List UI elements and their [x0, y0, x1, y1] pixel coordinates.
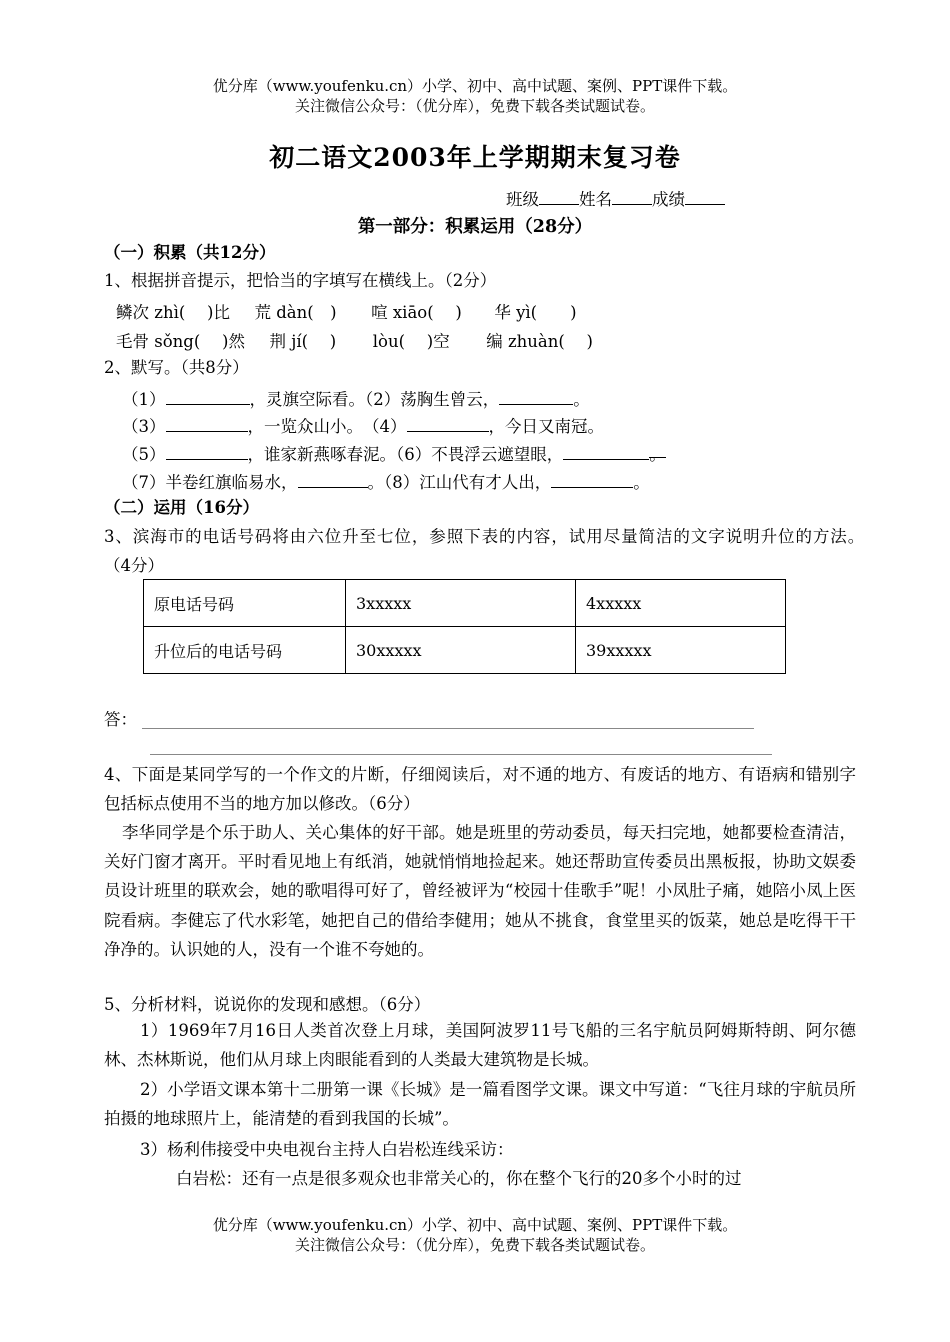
q2-label: （3）: [122, 417, 166, 436]
q2-label: （1）: [122, 390, 166, 409]
q2-text: （7）半卷红旗临易水，: [122, 473, 298, 492]
q4-prompt: 4、下面是某同学写的一个作文的片断，仔细阅读后，对不通的地方、有废话的地方、有语病和错别字包括标点使用不当的地方加以修改。（6分）: [104, 765, 856, 814]
page-title: 初二语文2003年上学期期末复习卷: [269, 143, 681, 172]
q1-item: 鳞次 zhì( )比: [116, 303, 230, 322]
table-cell: 4xxxxx: [576, 580, 786, 627]
q5-material-2: 2）小学语文课本第十二册第一课《长城》是一篇看图学文课。课文中写道：“飞往月球的宇航员所拍摄的地球照片上，能清楚的看到我国的长城”。: [104, 1080, 856, 1129]
student-info: [506, 186, 725, 210]
q2-line-1: [122, 386, 590, 410]
q5-material-3-line: 白岩松：还有一点是很多观众也非常关心的，你在整个飞行的20多个小时的过: [176, 1169, 742, 1188]
q2-line-3: [122, 441, 666, 465]
table-row: [144, 627, 786, 674]
table-cell: 原电话号码: [144, 580, 346, 627]
q1-item: 荆 jí( ): [269, 332, 337, 351]
q2-text: ，一览众山小。 （4）: [247, 417, 407, 436]
q2-blank-8[interactable]: [551, 471, 633, 488]
q1-item: 毛骨 sǒng( )然: [116, 332, 245, 351]
q3-answer-label: 答：: [104, 710, 137, 729]
table-cell: 3xxxxx: [346, 580, 576, 627]
table-cell: 升位后的电话号码: [144, 627, 346, 674]
q2-label: （5）: [122, 445, 166, 464]
q1-item: 编 zhuàn( ): [486, 332, 593, 351]
q2-text: ，灵旗空际看。（2）荡胸生曾云，: [249, 390, 500, 409]
q3-prompt: 3、滨海市的电话号码将由六位升至七位，参照下表的内容，试用尽量简洁的文字说明升位的方法。 （4分）: [104, 527, 889, 576]
phone-table: [143, 579, 786, 674]
q5-prompt: 5、分析材料，说说你的发现和感想。（6分）: [104, 995, 431, 1014]
q1-row-2: [116, 328, 593, 352]
answer-line-2[interactable]: [150, 754, 772, 755]
q2-blank-1[interactable]: [166, 388, 250, 405]
q1-row-1: [116, 299, 577, 323]
footer-line-1: 优分库（www.youfenku.cn）小学、初中、高中试题、案例、PPT课件下载。: [212, 1216, 738, 1234]
section2-title: （二）运用（16分）: [104, 498, 259, 517]
score-label: 成绩: [652, 190, 685, 209]
score-blank[interactable]: [685, 188, 725, 205]
q2-blank-5[interactable]: [166, 443, 248, 460]
table-cell: 30xxxxx: [346, 627, 576, 674]
part1-title: 第一部分：积累运用（28分）: [357, 217, 593, 237]
header-line-1: 优分库（www.youfenku.cn）小学、初中、高中试题、案例、PPT课件下载。: [212, 77, 738, 95]
name-blank[interactable]: [612, 188, 652, 205]
q2-prompt: 2、默写。（共8分）: [104, 358, 249, 377]
name-label: 姓名: [579, 190, 612, 209]
q2-text: 。: [649, 441, 666, 458]
q2-blank-7[interactable]: [298, 471, 368, 488]
q2-text: 。（8）江山代有才人出，: [367, 473, 552, 492]
class-blank[interactable]: [539, 188, 579, 205]
q5-material-3: 3）杨利伟接受中央电视台主持人白岩松连线采访：: [140, 1140, 514, 1159]
table-cell: 39xxxxx: [576, 627, 786, 674]
q4-passage: 李华同学是个乐于助人、关心集体的好干部。她是班里的劳动委员，每天扫完地，她都要检查清洁，关好门窗才离开。平时看见地上有纸消，她就悄悄地捡起来。她还帮助宣传委员出黑板报，协助文娱委员设计班里的联欢会，她的歌唱得可好了，曾经被评为“校园十佳歌手”呢！小凤肚子痛，她陪小凤上医院看病。李健忘了代水彩笔，她把自己的借给李健用；她从不挑食，食堂里买的饭菜，她总是吃得干干净净的。认识她的人，没有一个谁不夸她的。: [104, 823, 856, 959]
class-label: 班级: [506, 190, 539, 209]
answer-line-1[interactable]: [142, 728, 754, 729]
q1-item: 荒 dàn( ): [254, 303, 337, 322]
table-row: [144, 580, 786, 627]
q2-blank-3[interactable]: [166, 415, 248, 432]
q2-blank-2[interactable]: [499, 388, 573, 405]
q2-text: ，谁家新燕啄春泥。（6）不畏浮云遮望眼，: [247, 445, 564, 464]
q2-text: ，今日又南冠。: [488, 417, 604, 436]
q1-item: lòu( )空: [372, 332, 450, 351]
q1-prompt: 1、根据拼音提示，把恰当的字填写在横线上。（2分）: [104, 271, 497, 290]
section1-title: （一）积累（共12分）: [104, 243, 276, 262]
q2-blank-6[interactable]: [563, 443, 649, 460]
q2-text: 。: [573, 390, 590, 409]
header-line-2: 关注微信公众号：（优分库），免费下载各类试题试卷。: [294, 97, 655, 115]
footer-line-2: 关注微信公众号：（优分库），免费下载各类试题试卷。: [294, 1236, 655, 1254]
q2-blank-4[interactable]: [407, 415, 489, 432]
q1-item: 喧 xiāo( ): [371, 303, 462, 322]
q1-item: 华 yì( ): [494, 303, 577, 322]
q2-line-4: [122, 469, 650, 493]
q5-material-1: 1）1969年7月16日人类首次登上月球，美国阿波罗11号飞船的三名宇航员阿姆斯特朗、阿尔德林、杰林斯说，他们从月球上肉眼能看到的人类最大建筑物是长城。: [104, 1021, 856, 1070]
q2-line-2: [122, 413, 604, 437]
q2-text: 。: [633, 473, 650, 492]
